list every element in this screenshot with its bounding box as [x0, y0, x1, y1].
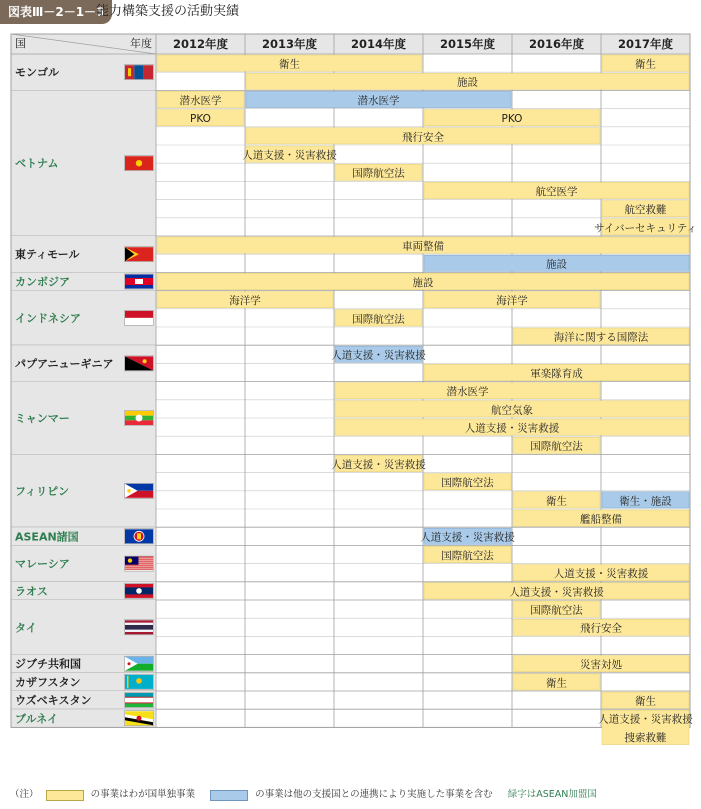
country-name: ブルネイ [15, 712, 59, 726]
uzbekistan-flag-icon [125, 693, 154, 708]
activity-label: 衛生 [635, 695, 656, 708]
country-name: ASEAN諸国 [15, 530, 79, 544]
activity-label: 海洋に関する国際法 [553, 331, 649, 344]
country-name: ミャンマー [15, 412, 70, 425]
year-header-2012: 2012年度 [172, 37, 229, 51]
activity-label: 国際航空法 [352, 313, 405, 326]
activity-label: 航空医学 [535, 185, 578, 198]
activity-label: 衛生・施設 [619, 495, 672, 508]
activity-label: 海洋学 [496, 295, 528, 308]
activity-label: 捜索救難 [624, 731, 667, 744]
year-header-2017: 2017年度 [617, 37, 674, 51]
legend-solo-label: の事業はわが国単独事業 [90, 789, 196, 800]
activity-label: 衛生 [546, 677, 567, 690]
activity-label: 軍楽隊育成 [530, 367, 583, 380]
activity-label: 人道支援・災害救援 [331, 458, 426, 471]
legend-asean-label: 緑字はASEAN加盟国 [507, 789, 597, 800]
activity-label: 海洋学 [229, 295, 261, 308]
mongolia-flag-icon [125, 65, 154, 80]
year-header-2013: 2013年度 [261, 37, 318, 51]
legend-prefix: （注） [10, 789, 39, 800]
country-name: ベトナム [15, 157, 59, 171]
thailand-flag-icon [125, 620, 154, 635]
country-name: カザフスタン [15, 675, 81, 689]
activity-label: 施設 [546, 258, 567, 271]
activity-label: 衛生 [635, 58, 656, 71]
legend-solo-swatch [46, 790, 84, 801]
year-header-2014: 2014年度 [350, 37, 407, 51]
activity-label: 人道支援・災害救援 [420, 531, 515, 544]
activity-label: 人道支援・災害救援 [331, 349, 426, 362]
activity-label: 国際航空法 [530, 440, 583, 453]
asean-flag-icon [125, 529, 154, 544]
brunei-flag-icon [125, 711, 154, 726]
corner-year-label: 年度 [130, 37, 152, 50]
corner-country-label: 国 [15, 37, 26, 50]
malaysia-flag-icon [125, 556, 154, 571]
activity-label: 災害対処 [580, 659, 622, 672]
activity-label: 飛行安全 [580, 622, 622, 635]
activity-label: 人道支援・災害救援 [598, 713, 693, 726]
activity-label: サイバーセキュリティ [594, 222, 697, 235]
activity-label: 飛行安全 [402, 131, 444, 144]
activity-label: 人道支援・災害救援 [464, 422, 560, 435]
country-name: ジブチ共和国 [15, 657, 81, 671]
kazakhstan-flag-icon [125, 674, 154, 689]
activity-label: 人道支援・災害救援 [242, 149, 337, 162]
activity-label: 車両整備 [402, 240, 444, 253]
activity-label: 衛生 [546, 495, 567, 508]
vietnam-flag-icon [125, 156, 154, 171]
activity-label: 国際航空法 [530, 604, 583, 617]
country-name: インドネシア [15, 311, 81, 325]
activity-label: 国際航空法 [352, 167, 405, 180]
figure-title: 能力構築支援の活動実績 [96, 4, 240, 19]
timor-flag-icon [125, 247, 154, 262]
activity-label: 衛生 [279, 58, 300, 71]
activity-label: 施設 [412, 276, 434, 289]
myanmar-flag-icon [125, 411, 154, 426]
figure-label: 図表Ⅲ－2－1－5 [0, 0, 112, 24]
activity-label: 航空気象 [491, 404, 533, 417]
activity-label: 人道支援・災害救援 [509, 586, 604, 599]
legend-joint-swatch [210, 790, 248, 801]
activity-label: 潜水医学 [357, 94, 400, 107]
activity-label: 潜水医学 [179, 94, 222, 107]
activity-label: PKO [190, 113, 211, 126]
legend-joint-label: の事業は他の支援国との連携により実施した事業を含む [255, 789, 493, 800]
country-name: 東ティモール [15, 248, 80, 262]
activity-label: 航空救難 [624, 204, 667, 217]
year-header-2016: 2016年度 [528, 37, 585, 51]
country-name: モンゴル [15, 66, 59, 80]
activity-label: 施設 [457, 76, 478, 89]
activity-label: 国際航空法 [441, 477, 494, 490]
activity-label: 潜水医学 [446, 386, 489, 399]
cambodia-flag-icon [125, 274, 154, 289]
country-name: パプアニューギニア [15, 357, 114, 371]
laos-flag-icon [125, 583, 154, 598]
country-name: マレーシア [15, 557, 70, 571]
country-name: ウズベキスタン [15, 694, 92, 708]
country-name: カンボジア [15, 275, 70, 289]
country-name: ラオス [15, 584, 48, 598]
png-flag-icon [125, 356, 154, 371]
year-header-2015: 2015年度 [439, 37, 496, 51]
activity-label: 艦船整備 [580, 513, 622, 526]
indonesia-flag-icon [125, 310, 154, 325]
activity-label: PKO [501, 113, 523, 126]
activity-label: 人道支援・災害救援 [553, 568, 649, 581]
country-name: フィリピン [15, 484, 70, 498]
philippines-flag-icon [125, 483, 154, 498]
country-name: タイ [15, 621, 37, 635]
djibouti-flag-icon [125, 656, 154, 671]
activity-label: 国際航空法 [441, 549, 494, 562]
legend-note [10, 786, 700, 804]
